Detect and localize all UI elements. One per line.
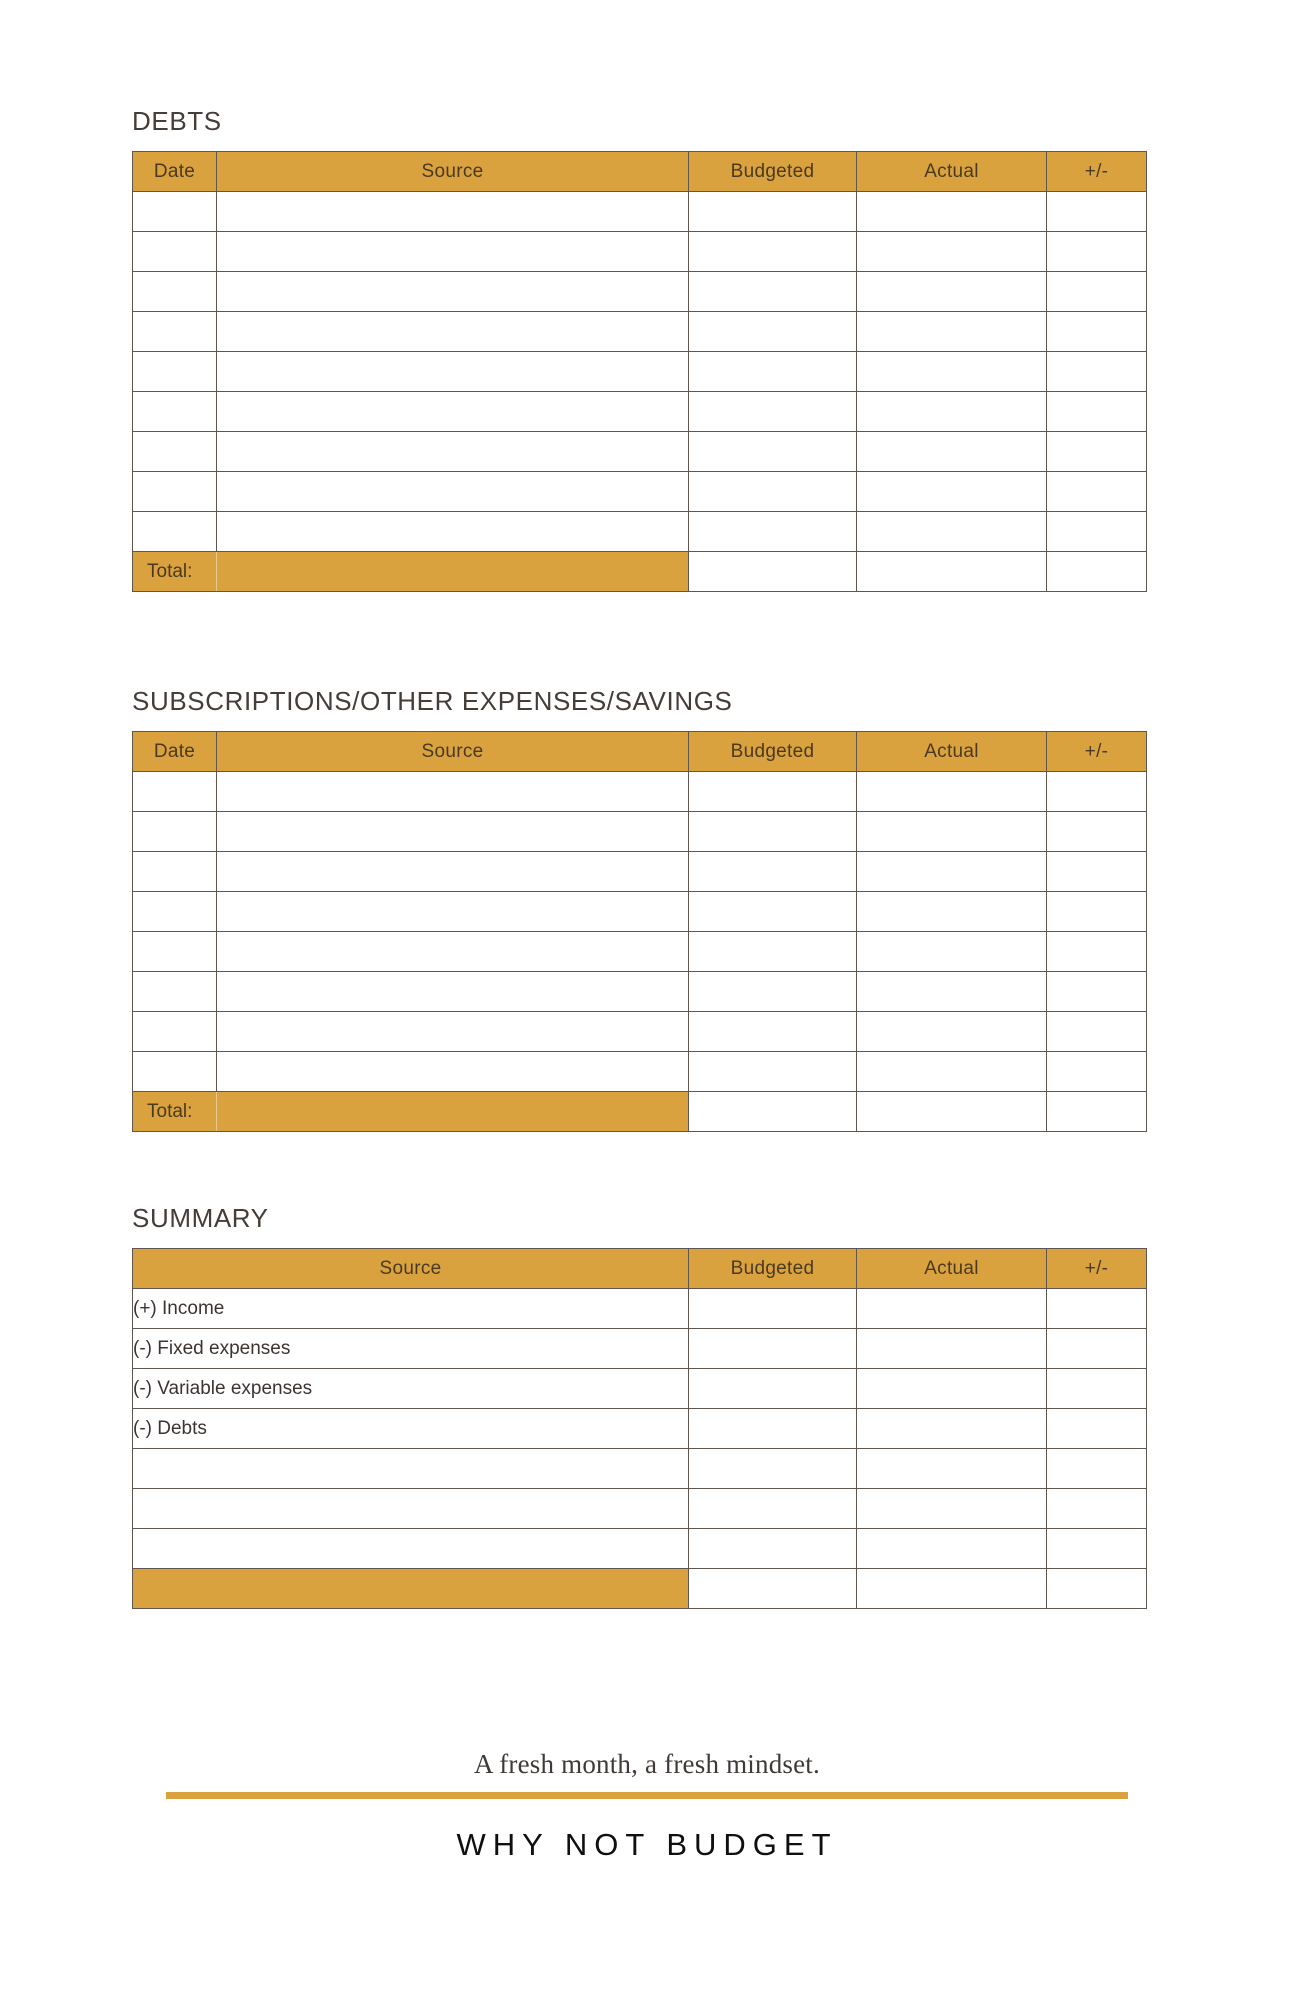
summary-cell-budgeted[interactable] bbox=[689, 1489, 857, 1529]
debts-row bbox=[133, 272, 1147, 312]
subscriptions-total-actual-cell[interactable] bbox=[857, 1092, 1047, 1132]
summary-cell-budgeted[interactable] bbox=[689, 1409, 857, 1449]
summary-table-header-row bbox=[133, 1249, 1147, 1289]
subscriptions-cell-actual[interactable] bbox=[857, 1052, 1047, 1092]
debts-total-label: Total: bbox=[133, 552, 217, 592]
subscriptions-cell-source[interactable] bbox=[217, 1052, 689, 1092]
subscriptions-table-header-row bbox=[133, 732, 1147, 772]
subscriptions-row bbox=[133, 1012, 1147, 1052]
debts-row bbox=[133, 512, 1147, 552]
debts-cell-diff[interactable] bbox=[1047, 192, 1147, 232]
subscriptions-row bbox=[133, 1052, 1147, 1092]
subscriptions-cell-diff[interactable] bbox=[1047, 1012, 1147, 1052]
debts-cell-budgeted[interactable] bbox=[689, 472, 857, 512]
subscriptions-cell-diff[interactable] bbox=[1047, 812, 1147, 852]
summary-col-budgeted: Budgeted bbox=[689, 1249, 857, 1289]
debts-cell-source[interactable] bbox=[217, 232, 689, 272]
debts-cell-date[interactable] bbox=[133, 232, 217, 272]
debts-cell-date[interactable] bbox=[133, 272, 217, 312]
debts-cell-source[interactable] bbox=[217, 392, 689, 432]
subscriptions-cell-date[interactable] bbox=[133, 772, 217, 812]
debts-cell-date[interactable] bbox=[133, 432, 217, 472]
debts-cell-date[interactable] bbox=[133, 192, 217, 232]
debts-cell-diff[interactable] bbox=[1047, 312, 1147, 352]
debts-cell-source[interactable] bbox=[217, 352, 689, 392]
subscriptions-cell-date[interactable] bbox=[133, 932, 217, 972]
subscriptions-total-label: Total: bbox=[133, 1092, 217, 1132]
subscriptions-row bbox=[133, 892, 1147, 932]
subscriptions-cell-diff[interactable] bbox=[1047, 972, 1147, 1012]
subscriptions-cell-source[interactable] bbox=[217, 932, 689, 972]
summary-cell-actual[interactable] bbox=[857, 1489, 1047, 1529]
debts-cell-budgeted[interactable] bbox=[689, 192, 857, 232]
debts-cell-diff[interactable] bbox=[1047, 352, 1147, 392]
summary-cell-diff[interactable] bbox=[1047, 1289, 1147, 1329]
summary-cell-diff[interactable] bbox=[1047, 1449, 1147, 1489]
debts-col-budgeted: Budgeted bbox=[689, 152, 857, 192]
debts-row bbox=[133, 192, 1147, 232]
debts-cell-actual[interactable] bbox=[857, 192, 1047, 232]
debts-cell-date[interactable] bbox=[133, 472, 217, 512]
subscriptions-row bbox=[133, 972, 1147, 1012]
subscriptions-cell-budgeted[interactable] bbox=[689, 932, 857, 972]
summary-cell-budgeted[interactable] bbox=[689, 1529, 857, 1569]
summary-row bbox=[133, 1529, 1147, 1569]
subscriptions-cell-diff[interactable] bbox=[1047, 1052, 1147, 1092]
debts-cell-date[interactable] bbox=[133, 312, 217, 352]
subscriptions-cell-budgeted[interactable] bbox=[689, 892, 857, 932]
debts-row bbox=[133, 352, 1147, 392]
subscriptions-col-actual: Actual bbox=[857, 732, 1047, 772]
summary-table-body bbox=[133, 1289, 1147, 1569]
subscriptions-cell-budgeted[interactable] bbox=[689, 972, 857, 1012]
debts-cell-actual[interactable] bbox=[857, 512, 1047, 552]
debts-col-date: Date bbox=[133, 152, 217, 192]
subscriptions-cell-actual[interactable] bbox=[857, 812, 1047, 852]
debts-total-diff-cell[interactable] bbox=[1047, 552, 1147, 592]
summary-row bbox=[133, 1329, 1147, 1369]
summary-cell-diff[interactable] bbox=[1047, 1489, 1147, 1529]
debts-cell-budgeted[interactable] bbox=[689, 232, 857, 272]
summary-total-budgeted-cell[interactable] bbox=[689, 1569, 857, 1609]
subscriptions-cell-diff[interactable] bbox=[1047, 932, 1147, 972]
summary-row-label[interactable]: (-) Variable expenses bbox=[133, 1369, 689, 1409]
subscriptions-cell-budgeted[interactable] bbox=[689, 1012, 857, 1052]
subscriptions-cell-source[interactable] bbox=[217, 812, 689, 852]
summary-section bbox=[132, 1205, 1147, 1609]
summary-total-diff-cell[interactable] bbox=[1047, 1569, 1147, 1609]
subscriptions-col-budgeted: Budgeted bbox=[689, 732, 857, 772]
debts-row bbox=[133, 472, 1147, 512]
subscriptions-cell-diff[interactable] bbox=[1047, 852, 1147, 892]
debts-cell-diff[interactable] bbox=[1047, 432, 1147, 472]
debts-row bbox=[133, 312, 1147, 352]
summary-col-actual: Actual bbox=[857, 1249, 1047, 1289]
subscriptions-cell-actual[interactable] bbox=[857, 892, 1047, 932]
debts-cell-budgeted[interactable] bbox=[689, 352, 857, 392]
summary-row-label[interactable]: (-) Fixed expenses bbox=[133, 1329, 689, 1369]
summary-row bbox=[133, 1449, 1147, 1489]
summary-cell-diff[interactable] bbox=[1047, 1369, 1147, 1409]
debts-table bbox=[132, 151, 1147, 592]
subscriptions-cell-budgeted[interactable] bbox=[689, 852, 857, 892]
debts-cell-diff[interactable] bbox=[1047, 512, 1147, 552]
debts-row bbox=[133, 232, 1147, 272]
summary-row-label[interactable] bbox=[133, 1449, 689, 1489]
debts-col-diff: +/- bbox=[1047, 152, 1147, 192]
subscriptions-cell-diff[interactable] bbox=[1047, 892, 1147, 932]
subscriptions-total-row bbox=[133, 1092, 1147, 1132]
subscriptions-cell-source[interactable] bbox=[217, 1012, 689, 1052]
debts-cell-actual[interactable] bbox=[857, 432, 1047, 472]
subscriptions-total-fill bbox=[217, 1092, 689, 1132]
subscriptions-col-diff: +/- bbox=[1047, 732, 1147, 772]
summary-cell-diff[interactable] bbox=[1047, 1409, 1147, 1449]
debts-total-fill bbox=[217, 552, 689, 592]
subscriptions-section-title: SUBSCRIPTIONS/OTHER EXPENSES/SAVINGS bbox=[132, 686, 733, 716]
subscriptions-cell-date[interactable] bbox=[133, 812, 217, 852]
subscriptions-cell-source[interactable] bbox=[217, 892, 689, 932]
debts-cell-actual[interactable] bbox=[857, 312, 1047, 352]
summary-row-label[interactable]: (+) Income bbox=[133, 1289, 689, 1329]
debts-cell-date[interactable] bbox=[133, 352, 217, 392]
subscriptions-cell-actual[interactable] bbox=[857, 852, 1047, 892]
footer-divider bbox=[166, 1792, 1128, 1799]
summary-cell-budgeted[interactable] bbox=[689, 1449, 857, 1489]
debts-cell-budgeted[interactable] bbox=[689, 312, 857, 352]
subscriptions-cell-actual[interactable] bbox=[857, 1012, 1047, 1052]
summary-row-label[interactable] bbox=[133, 1489, 689, 1529]
subscriptions-total-budgeted-cell[interactable] bbox=[689, 1092, 857, 1132]
debts-cell-source[interactable] bbox=[217, 512, 689, 552]
debts-cell-source[interactable] bbox=[217, 192, 689, 232]
subscriptions-cell-diff[interactable] bbox=[1047, 772, 1147, 812]
debts-cell-date[interactable] bbox=[133, 512, 217, 552]
subscriptions-cell-source[interactable] bbox=[217, 852, 689, 892]
debts-cell-diff[interactable] bbox=[1047, 232, 1147, 272]
summary-row bbox=[133, 1489, 1147, 1529]
subscriptions-cell-budgeted[interactable] bbox=[689, 1052, 857, 1092]
subscriptions-row bbox=[133, 852, 1147, 892]
summary-total-label bbox=[133, 1569, 689, 1609]
debts-total-budgeted-cell[interactable] bbox=[689, 552, 857, 592]
debts-cell-diff[interactable] bbox=[1047, 472, 1147, 512]
subscriptions-col-date: Date bbox=[133, 732, 217, 772]
subscriptions-cell-actual[interactable] bbox=[857, 772, 1047, 812]
summary-cell-budgeted[interactable] bbox=[689, 1289, 857, 1329]
debts-cell-budgeted[interactable] bbox=[689, 392, 857, 432]
subscriptions-cell-date[interactable] bbox=[133, 1052, 217, 1092]
subscriptions-cell-date[interactable] bbox=[133, 1012, 217, 1052]
subscriptions-total-diff-cell[interactable] bbox=[1047, 1092, 1147, 1132]
summary-cell-budgeted[interactable] bbox=[689, 1369, 857, 1409]
brand-name: WHY NOT BUDGET bbox=[456, 1827, 838, 1862]
summary-cell-actual[interactable] bbox=[857, 1529, 1047, 1569]
summary-col-source: Source bbox=[133, 1249, 689, 1289]
debts-section bbox=[132, 108, 1147, 592]
summary-cell-actual[interactable] bbox=[857, 1449, 1047, 1489]
debts-cell-budgeted[interactable] bbox=[689, 432, 857, 472]
summary-col-diff: +/- bbox=[1047, 1249, 1147, 1289]
summary-cell-diff[interactable] bbox=[1047, 1529, 1147, 1569]
summary-row bbox=[133, 1289, 1147, 1329]
summary-section-title: SUMMARY bbox=[132, 1203, 269, 1233]
summary-table bbox=[132, 1248, 1147, 1609]
debts-total-row bbox=[133, 552, 1147, 592]
debts-cell-source[interactable] bbox=[217, 472, 689, 512]
summary-cell-actual[interactable] bbox=[857, 1409, 1047, 1449]
debts-row bbox=[133, 432, 1147, 472]
debts-total-actual-cell[interactable] bbox=[857, 552, 1047, 592]
debts-cell-diff[interactable] bbox=[1047, 272, 1147, 312]
debts-table-header-row bbox=[133, 152, 1147, 192]
debts-col-source: Source bbox=[217, 152, 689, 192]
subscriptions-cell-date[interactable] bbox=[133, 972, 217, 1012]
footer-tagline: A fresh month, a fresh mindset. bbox=[474, 1749, 820, 1779]
debts-cell-actual[interactable] bbox=[857, 472, 1047, 512]
subscriptions-cell-budgeted[interactable] bbox=[689, 812, 857, 852]
debts-table-body bbox=[133, 192, 1147, 552]
subscriptions-cell-actual[interactable] bbox=[857, 932, 1047, 972]
subscriptions-cell-source[interactable] bbox=[217, 972, 689, 1012]
summary-cell-diff[interactable] bbox=[1047, 1329, 1147, 1369]
summary-total-row bbox=[133, 1569, 1147, 1609]
debts-row bbox=[133, 392, 1147, 432]
summary-cell-actual[interactable] bbox=[857, 1289, 1047, 1329]
subscriptions-section bbox=[132, 688, 1147, 1132]
debts-cell-actual[interactable] bbox=[857, 352, 1047, 392]
subscriptions-cell-actual[interactable] bbox=[857, 972, 1047, 1012]
subscriptions-cell-budgeted[interactable] bbox=[689, 772, 857, 812]
summary-row bbox=[133, 1409, 1147, 1449]
subscriptions-col-source: Source bbox=[217, 732, 689, 772]
debts-cell-source[interactable] bbox=[217, 312, 689, 352]
summary-total-actual-cell[interactable] bbox=[857, 1569, 1047, 1609]
debts-col-actual: Actual bbox=[857, 152, 1047, 192]
subscriptions-row bbox=[133, 932, 1147, 972]
debts-cell-actual[interactable] bbox=[857, 232, 1047, 272]
subscriptions-cell-date[interactable] bbox=[133, 892, 217, 932]
summary-cell-actual[interactable] bbox=[857, 1329, 1047, 1369]
debts-cell-diff[interactable] bbox=[1047, 392, 1147, 432]
debts-section-title: DEBTS bbox=[132, 106, 222, 136]
debts-cell-budgeted[interactable] bbox=[689, 272, 857, 312]
summary-row bbox=[133, 1369, 1147, 1409]
subscriptions-table bbox=[132, 731, 1147, 1132]
summary-cell-actual[interactable] bbox=[857, 1369, 1047, 1409]
subscriptions-table-body bbox=[133, 772, 1147, 1092]
summary-cell-budgeted[interactable] bbox=[689, 1329, 857, 1369]
debts-cell-actual[interactable] bbox=[857, 272, 1047, 312]
subscriptions-row bbox=[133, 772, 1147, 812]
page-footer bbox=[0, 1751, 1294, 1860]
debts-cell-source[interactable] bbox=[217, 272, 689, 312]
debts-cell-budgeted[interactable] bbox=[689, 512, 857, 552]
summary-row-label[interactable]: (-) Debts bbox=[133, 1409, 689, 1449]
debts-cell-source[interactable] bbox=[217, 432, 689, 472]
debts-cell-date[interactable] bbox=[133, 392, 217, 432]
debts-cell-actual[interactable] bbox=[857, 392, 1047, 432]
summary-row-label[interactable] bbox=[133, 1529, 689, 1569]
subscriptions-row bbox=[133, 812, 1147, 852]
subscriptions-cell-date[interactable] bbox=[133, 852, 217, 892]
subscriptions-cell-source[interactable] bbox=[217, 772, 689, 812]
